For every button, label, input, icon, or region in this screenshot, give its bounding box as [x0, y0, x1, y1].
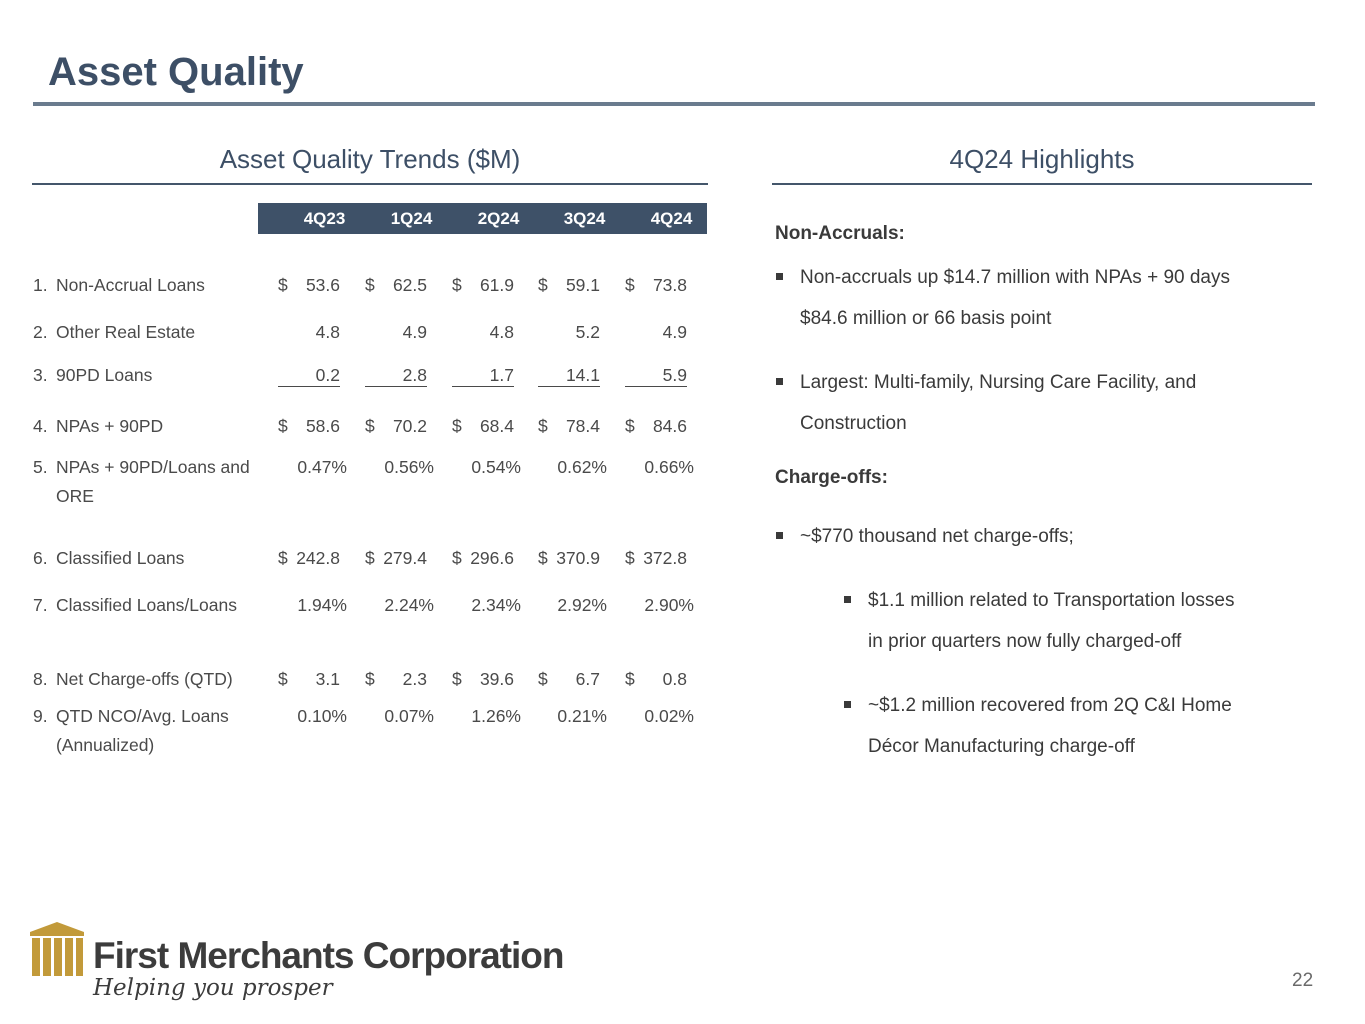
table-cell	[278, 321, 340, 343]
bullet-text-line: Construction	[800, 413, 907, 434]
table-cell	[278, 274, 340, 296]
column-header: 3Q24	[563, 209, 606, 228]
currency-symbol: $	[625, 669, 635, 689]
sub-bullet-item	[868, 580, 1234, 662]
table-cell	[365, 456, 434, 478]
row-number: 3.	[33, 365, 48, 385]
table-cell	[538, 364, 600, 387]
table-cell	[538, 668, 600, 690]
bullet-text-line: Décor Manufacturing charge-off	[868, 736, 1135, 757]
table-cell	[365, 547, 427, 569]
bullet-text-line: ~$1.2 million recovered from 2Q C&I Home	[868, 695, 1232, 716]
cell-value: 78.4	[565, 416, 600, 436]
table-cell	[625, 364, 687, 387]
currency-symbol: $	[365, 416, 375, 436]
currency-symbol: $	[365, 548, 375, 568]
currency-symbol: $	[452, 416, 462, 436]
column-header: 4Q24	[650, 209, 693, 228]
row-number: 9.	[33, 706, 48, 726]
row-label-text: Classified Loans/Loans	[56, 595, 237, 615]
bullet-item	[800, 516, 1074, 557]
table-cell	[452, 321, 514, 343]
table-cell	[625, 321, 687, 343]
table-cell	[452, 274, 514, 296]
row-number: 6.	[33, 548, 48, 568]
cell-value: 70.2	[392, 416, 427, 436]
table-cell	[278, 364, 340, 387]
cell-value: 58.6	[305, 416, 340, 436]
company-tagline: Helping you prosper	[93, 975, 333, 1001]
bullet-marker	[844, 701, 851, 708]
table-cell	[452, 547, 514, 569]
cell-value: 53.6	[305, 275, 340, 295]
table-cell	[538, 274, 600, 296]
table-cell	[365, 705, 434, 727]
row-label	[33, 318, 263, 347]
bullet-text-line: ~$770 thousand net charge-offs;	[800, 526, 1074, 547]
currency-symbol: $	[625, 548, 635, 568]
cell-value: 0.21%	[557, 706, 607, 726]
highlights-divider	[772, 183, 1312, 185]
cell-value: 0.2	[315, 365, 340, 385]
bullet-text-line: $1.1 million related to Transportation losses	[868, 590, 1235, 611]
row-label-text: Non-Accrual Loans	[56, 275, 205, 295]
table-cell	[365, 668, 427, 690]
row-label	[33, 591, 263, 620]
cell-value: 2.34%	[471, 595, 521, 615]
table-cell	[278, 668, 340, 690]
table-cell	[625, 274, 687, 296]
cell-value: 242.8	[296, 548, 340, 568]
currency-symbol: $	[365, 275, 375, 295]
table-cell	[452, 594, 521, 616]
table-cell	[625, 547, 687, 569]
currency-symbol: $	[278, 669, 288, 689]
table-cell	[278, 547, 340, 569]
cell-value: 5.2	[575, 322, 600, 342]
currency-symbol: $	[365, 669, 375, 689]
table-cell	[452, 456, 521, 478]
row-number: 2.	[33, 322, 48, 342]
table-cell	[278, 456, 347, 478]
cell-value: 1.7	[489, 365, 514, 385]
row-label	[33, 702, 263, 760]
currency-symbol: $	[625, 275, 635, 295]
currency-symbol: $	[452, 275, 462, 295]
table-cell	[452, 415, 514, 437]
non-accruals-heading: Non-Accruals:	[775, 223, 905, 244]
currency-symbol: $	[278, 416, 288, 436]
table-cell	[452, 705, 521, 727]
row-label-text: NPAs + 90PD/Loans and ORE	[56, 457, 250, 506]
bullet-item	[800, 362, 1196, 444]
bullet-text-line: $84.6 million or 66 basis point	[800, 308, 1052, 329]
title-divider	[33, 102, 1315, 106]
trends-divider	[32, 183, 708, 185]
cell-value: 39.6	[479, 669, 514, 689]
table-cell	[625, 705, 694, 727]
row-label-text: Net Charge-offs (QTD)	[56, 669, 233, 689]
bullet-text-line: Non-accruals up $14.7 million with NPAs + 90 days	[800, 267, 1230, 288]
cell-value: 279.4	[383, 548, 427, 568]
company-logo-icon	[30, 922, 84, 978]
table-cell	[625, 668, 687, 690]
cell-value: 1.94%	[297, 595, 347, 615]
table-cell	[538, 547, 600, 569]
cell-value: 3.1	[315, 669, 340, 689]
cell-value: 0.10%	[297, 706, 347, 726]
table-cell	[452, 668, 514, 690]
cell-value: 1.26%	[471, 706, 521, 726]
cell-value: 370.9	[556, 548, 600, 568]
row-label	[33, 271, 263, 300]
charge-offs-heading: Charge-offs:	[775, 467, 888, 488]
currency-symbol: $	[452, 548, 462, 568]
table-cell	[625, 594, 694, 616]
cell-value: 2.90%	[644, 595, 694, 615]
row-label-text: Classified Loans	[56, 548, 185, 568]
cell-value: 0.02%	[644, 706, 694, 726]
cell-value: 0.54%	[471, 457, 521, 477]
cell-value: 2.92%	[557, 595, 607, 615]
table-cell	[365, 321, 427, 343]
row-label	[33, 361, 263, 390]
bullet-text-line: in prior quarters now fully charged-off	[868, 631, 1182, 652]
table-cell	[365, 364, 427, 387]
row-number: 4.	[33, 416, 48, 436]
column-header: 1Q24	[390, 209, 433, 228]
cell-value: 0.56%	[384, 457, 434, 477]
cell-value: 0.47%	[297, 457, 347, 477]
highlights-heading: 4Q24 Highlights	[949, 144, 1135, 174]
table-cell	[538, 594, 607, 616]
currency-symbol: $	[538, 416, 548, 436]
cell-value: 372.8	[643, 548, 687, 568]
cell-value: 73.8	[652, 275, 687, 295]
bullet-text-line: Largest: Multi-family, Nursing Care Facility, and	[800, 372, 1197, 393]
column-header: 2Q24	[477, 209, 520, 228]
bullet-marker	[776, 378, 783, 385]
row-label-text: QTD NCO/Avg. Loans (Annualized)	[56, 706, 229, 755]
cell-value: 5.9	[662, 365, 687, 385]
cell-value: 84.6	[652, 416, 687, 436]
sub-bullet-item	[868, 685, 1232, 767]
table-cell	[538, 456, 607, 478]
row-number: 5.	[33, 457, 48, 477]
table-cell	[538, 705, 607, 727]
row-number: 7.	[33, 595, 48, 615]
table-cell	[365, 274, 427, 296]
currency-symbol: $	[538, 275, 548, 295]
cell-value: 61.9	[479, 275, 514, 295]
row-number: 8.	[33, 669, 48, 689]
cell-value: 14.1	[565, 365, 600, 385]
currency-symbol: $	[538, 548, 548, 568]
page-title: Asset Quality	[48, 50, 304, 94]
currency-symbol: $	[538, 669, 548, 689]
bullet-item	[800, 257, 1230, 339]
column-header: 4Q23	[303, 209, 346, 228]
row-label	[33, 453, 263, 511]
table-cell	[365, 594, 434, 616]
currency-symbol: $	[278, 275, 288, 295]
page-number: 22	[1292, 970, 1314, 991]
row-label	[33, 412, 263, 441]
row-label-text: NPAs + 90PD	[56, 416, 164, 436]
cell-value: 0.66%	[644, 457, 694, 477]
table-cell	[365, 415, 427, 437]
bullet-marker	[844, 596, 851, 603]
cell-value: 0.07%	[384, 706, 434, 726]
row-label	[33, 665, 263, 694]
cell-value: 0.8	[662, 669, 687, 689]
currency-symbol: $	[452, 669, 462, 689]
row-label-text: 90PD Loans	[56, 365, 153, 385]
table-cell	[278, 594, 347, 616]
trends-heading: Asset Quality Trends ($M)	[219, 144, 521, 174]
cell-value: 2.3	[402, 669, 427, 689]
row-number: 1.	[33, 275, 48, 295]
currency-symbol: $	[278, 548, 288, 568]
cell-value: 62.5	[392, 275, 427, 295]
bullet-marker	[776, 532, 783, 539]
cell-value: 2.24%	[384, 595, 434, 615]
bullet-marker	[776, 273, 783, 280]
cell-value: 296.6	[470, 548, 514, 568]
table-cell	[538, 321, 600, 343]
table-cell	[538, 415, 600, 437]
cell-value: 59.1	[565, 275, 600, 295]
row-label-text: Other Real Estate	[56, 322, 196, 342]
cell-value: 68.4	[479, 416, 514, 436]
company-name: First Merchants Corporation	[93, 935, 564, 976]
table-cell	[278, 415, 340, 437]
table-cell	[452, 364, 514, 387]
table-cell	[278, 705, 347, 727]
currency-symbol: $	[625, 416, 635, 436]
cell-value: 4.8	[489, 322, 514, 342]
cell-value: 0.62%	[557, 457, 607, 477]
cell-value: 2.8	[402, 365, 427, 385]
table-cell	[625, 415, 687, 437]
table-cell	[625, 456, 694, 478]
row-label	[33, 544, 263, 573]
cell-value: 4.9	[402, 322, 427, 342]
cell-value: 6.7	[575, 669, 600, 689]
cell-value: 4.8	[315, 322, 340, 342]
cell-value: 4.9	[662, 322, 687, 342]
